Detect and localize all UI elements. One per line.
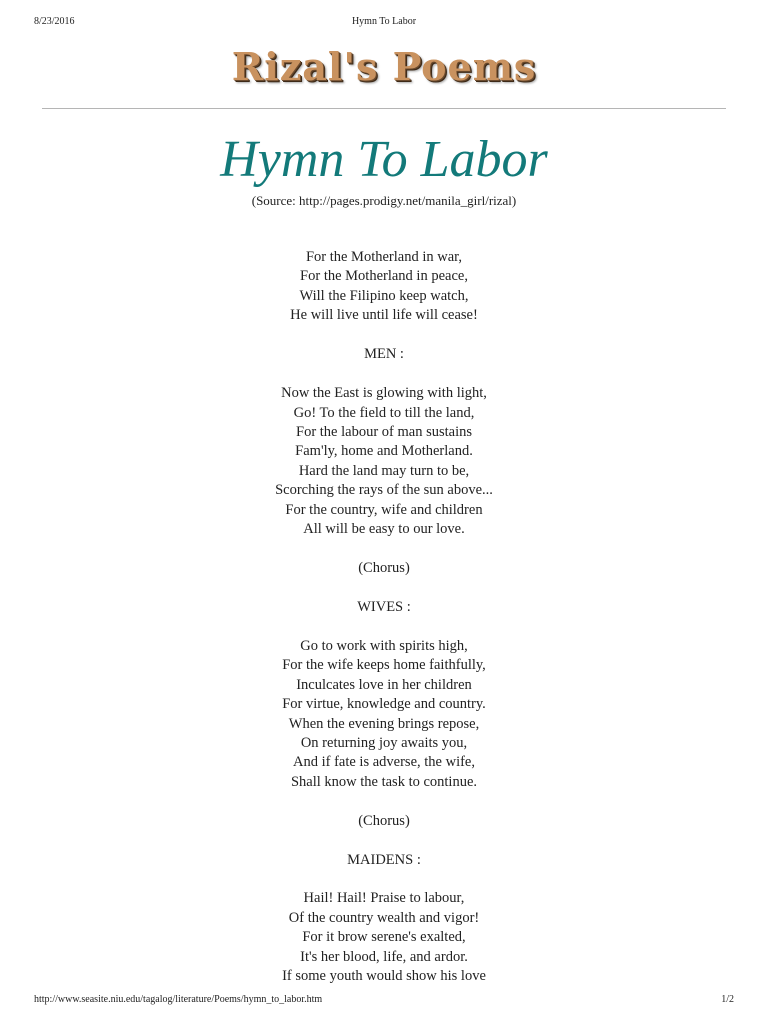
poem-line: He will live until life will cease! [290,307,478,324]
poem-line: Fam'ly, home and Motherland. [295,443,473,460]
print-header [0,16,768,30]
print-document-title: Hymn To Labor [351,16,417,27]
poem-line: When the evening brings repose, [288,715,480,732]
poem-line: For the Motherland in peace, [300,268,468,285]
poem-line: It's her blood, life, and ardor. [300,948,468,965]
poem-line: Now the East is glowing with light, [281,385,487,402]
poem-line: On returning joy awaits you, [300,734,468,751]
poem-line: And if fate is adverse, the wife, [293,754,475,771]
page-url-link[interactable]: http://www.seasite.niu.edu/tagalog/literature/Poems/hymn_to_labor.htm [34,994,323,1005]
stanza-gap [0,792,768,811]
stanza-gap [0,870,768,889]
poem-line: For the country, wife and children [285,501,483,518]
print-date: 8/23/2016 [34,16,75,27]
poem-line: If some youth would show his love [282,968,486,985]
poem-line: For the labour of man sustains [296,423,472,440]
divider [42,108,726,109]
poem-line: (Chorus) [358,812,410,829]
poem-line: Go! To the field to till the land, [293,404,475,421]
poem-line: Hail! Hail! Praise to labour, [303,890,465,907]
poem-line: Will the Filipino keep watch, [299,287,469,304]
poem-line: Inculcates love in her children [296,676,472,693]
poem-line: Of the country wealth and vigor! [288,909,480,926]
poem-body [0,248,768,987]
poem-line: (Chorus) [358,560,410,576]
poem-line: WIVES : [357,598,411,615]
poem-line: All will be easy to our love. [303,521,465,538]
poem-line: Shall know the task to continue. [290,773,478,790]
poem-title: Hymn To Labor [220,131,548,188]
stanza-gap [0,365,768,384]
poem-line: For it brow serene's exalted, [302,929,466,946]
stanza-gap [0,578,768,597]
poem-line: For virtue, knowledge and country. [282,696,486,713]
poem-line: For the wife keeps home faithfully, [282,657,486,674]
stanza-gap [0,831,768,850]
poem-line: MEN : [364,346,404,363]
poem-line: Scorching the rays of the sun above... [275,482,493,499]
poem-line: Hard the land may turn to be, [298,462,470,479]
poem-line: MAIDENS : [347,851,421,868]
stanza-gap [0,326,768,345]
stanza-gap [0,617,768,636]
page-number: 1/2 [721,994,734,1005]
print-footer [0,994,768,1008]
poem-source: (Source: http://pages.prodigy.net/manila_girl/rizal) [251,193,517,208]
poem-line: Go to work with spirits high, [300,637,468,654]
stanza-gap [0,540,768,559]
poem-line: For the Motherland in war, [305,249,463,265]
site-banner-logo: Rizal's Poems [231,44,537,89]
